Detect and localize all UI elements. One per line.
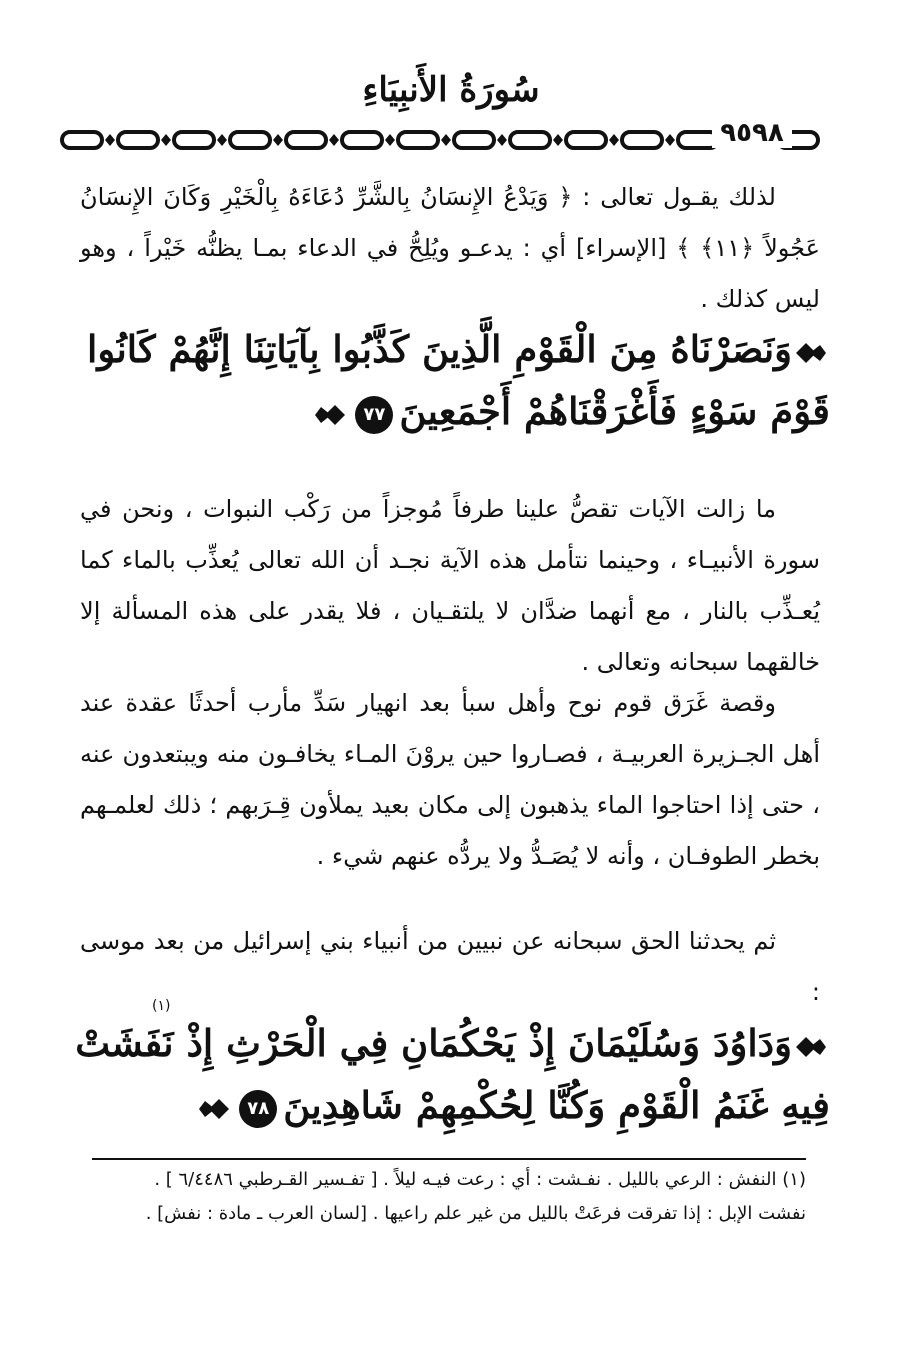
paragraph-4 <box>80 916 820 1018</box>
footnote-divider <box>92 1158 806 1160</box>
verse-open-ornament-icon <box>792 1032 830 1062</box>
footnote-1-continued: نفشت الإبل : إذا تفرقت فرعَتْ بالليل من غير علم راعيها . [لسان العرب ـ مادة : نفش] . <box>145 1203 806 1224</box>
paragraph-2-text: ما زالت الآيات تقصُّ علينا طرفاً مُوجزاً من رَكْب النبوات ، ونحن في سورة الأنبيـاء ، وحينما نتأمل هذه الآية نجـد أن الله تعالى يُعذِّب بالماء كما يُعـذِّب بالنار ، مع أنهما ضدَّان لا يلتقـيان ، فلا يقدر على هذه المسألة إلا خالقهما سبحانه وتعالى . <box>80 495 820 676</box>
paragraph-3 <box>80 678 820 882</box>
footnotes <box>92 1163 806 1231</box>
verse-number-78: ٧٨ <box>239 1090 277 1128</box>
paragraph-2 <box>80 484 820 688</box>
decorative-border-icon <box>58 124 824 156</box>
footnote-1: (١) النفش : الرعي بالليل . نفـشت : أي : رعت فيـه ليلاً . [ تفـسير القـرطبي ٦/٤٤٨٦ ] . <box>154 1169 806 1190</box>
verse-77-line-1: وَنَصَرْنَاهُ مِنَ الْقَوْمِ الَّذِينَ كَذَّبُوا بِآيَاتِنَا إِنَّهُمْ كَانُوا <box>70 318 830 380</box>
paragraph-1-text: لذلك يقـول تعالى : ﴿ وَيَدْعُ الإِنسَانُ بِالشَّرِّ دُعَاءَهُ بِالْخَيْرِ وَكَانَ الإِنسَانُ عَجُولاً ﴿١١﴾ ﴾ [الإسراء] أي : يدعـو ويُلِحُّ في الدعاء بمـا يظنُّه خَيْراً ، وهو ليس كذلك . <box>80 183 820 313</box>
quran-verse-77 <box>70 318 830 442</box>
quran-verse-78 <box>70 1012 830 1136</box>
verse-close-ornament-icon <box>195 1094 233 1124</box>
verse-78-line-1: وَدَاوُدَ وَسُلَيْمَانَ إِذْ يَحْكُمَانِ فِي الْحَرْثِ إِذْ نَفَشَتْ <box>70 1012 830 1074</box>
surah-title: سُورَةُ الأَنبِيَاءِ <box>362 70 540 110</box>
verse-close-ornament-icon <box>311 400 349 430</box>
verse-number-77: ٧٧ <box>355 396 393 434</box>
verse-78-line-2: فِيهِ غَنَمُ الْقَوْمِ وَكُنَّا لِحُكْمِهِمْ شَاهِدِينَ٧٨ <box>70 1074 830 1136</box>
paragraph-4-text: ثم يحدثنا الحق سبحانه عن نبيين من أنبياء بني إسرائيل من بعد موسى : <box>80 927 820 1006</box>
verse-77-line-2: قَوْمَ سَوْءٍ فَأَغْرَقْنَاهُمْ أَجْمَعِينَ٧٧ <box>70 380 830 442</box>
paragraph-3-text: وقصة غَرَق قوم نوح وأهل سبأ بعد انهيار سَدِّ مأرب أحدثًا عقدة عند أهل الجـزيرة العربيـة ، فصـاروا حين يروْنَ المـاء يخافـون منه ويبتعدون عنه ، حتى إذا احتاجوا الماء يذهبون إلى مكان بعيد يملأون قِـرَبهم ؛ ذلك لعلمـهم بخطر الطوفـان ، وأنه لا يُصَـدُّ ولا يردُّه عنهم شيء . <box>80 689 820 870</box>
paragraph-1 <box>80 172 820 325</box>
page-number: ٩٥٩٨ <box>712 118 792 148</box>
footnote-reference: (١) <box>152 998 171 1014</box>
verse-open-ornament-icon <box>792 338 830 368</box>
